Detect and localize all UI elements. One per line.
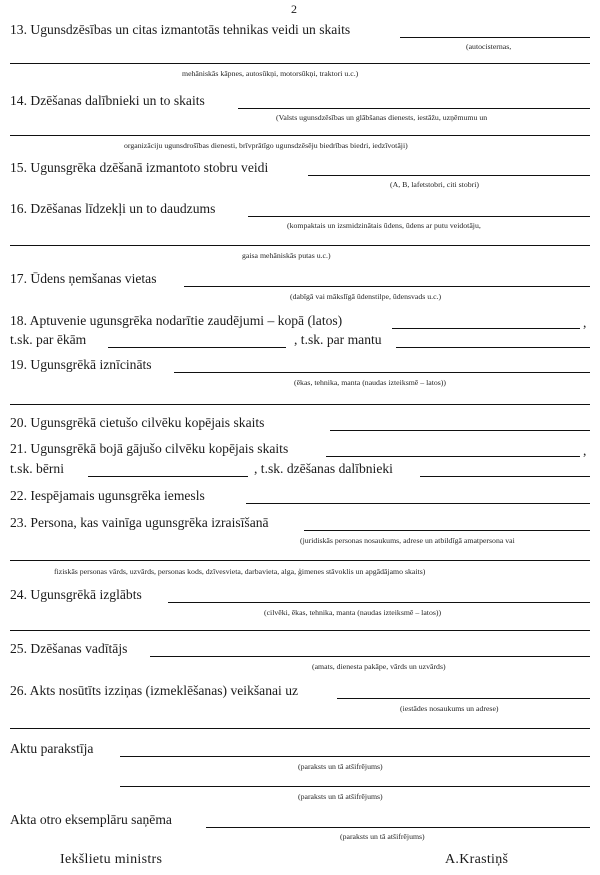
item-17-line [184, 286, 590, 287]
item-15-line [308, 175, 590, 176]
copy-signature-line [206, 827, 590, 828]
item-26-line [337, 698, 590, 699]
item-15-hint-a: (A, B, lafetstobri, citi stobri) [390, 180, 479, 189]
item-22-line [246, 503, 590, 504]
item-18-line [392, 328, 580, 329]
page-number: 2 [291, 2, 297, 16]
item-21-comma: , [583, 443, 587, 458]
item-18-line-property [396, 347, 590, 348]
item-23-label: 23. Persona, kas vainīga ugunsgrēka izraisīšanā [10, 515, 269, 530]
item-20-label: 20. Ugunsgrēkā cietušo cilvēku kopējais skaits [10, 415, 265, 430]
item-14-line-2 [10, 135, 590, 136]
item-14-line [238, 108, 590, 109]
item-14-hint-b: organizāciju ugunsdrošības dienesti, brīvprātīgo ugunsdzēsēju biedrības biedri, iedzīvotāji) [124, 141, 408, 150]
item-14-label: 14. Dzēšanas dalībnieki un to skaits [10, 93, 205, 108]
item-18-sub-b: , t.sk. par mantu [294, 332, 382, 347]
item-21-line-firefighters [420, 476, 590, 477]
item-24-hint-a: (cilvēki, ēkas, tehnika, manta (naudas izteiksmē – latos)) [264, 608, 442, 617]
item-23-hint-a: (juridiskās personas nosaukums, adrese un atbildīgā amatpersona vai [300, 536, 515, 545]
item-17-hint-a: (dabīgā vai mākslīgā ūdenstilpe, ūdensvads u.c.) [290, 292, 442, 301]
item-13-hint-a: (autocisternas, [466, 42, 512, 51]
item-21-sub-a: t.sk. bērni [10, 461, 64, 476]
item-19-hint-a: (ēkas, tehnika, manta (naudas izteiksmē – latos)) [294, 378, 446, 387]
item-26-label: 26. Akts nosūtīts izziņas (izmeklēšanas) veikšanai uz [10, 683, 299, 698]
item-13-line [400, 37, 590, 38]
item-13-label: 13. Ugunsdzēsības un citas izmantotās tehnikas veidi un skaits [10, 22, 351, 37]
item-26-hint-a: (iestādes nosaukums un adrese) [400, 704, 499, 713]
copy-signature-hint: (paraksts un tā atšifrējums) [340, 832, 425, 841]
minister-name: A.Krastiņš [445, 852, 509, 867]
item-15-label: 15. Ugunsgrēka dzēšanā izmantoto stobru veidi [10, 160, 269, 175]
item-21-label: 21. Ugunsgrēkā bojā gājušo cilvēku kopējais skaits [10, 441, 289, 456]
item-16-hint-b: gaisa mehāniskās putas u.c.) [242, 251, 331, 260]
item-18-comma: , [583, 315, 587, 330]
item-14-hint-a: (Valsts ugunsdzēsības un glābšanas dienests, iestāžu, uzņēmumu un [276, 113, 488, 122]
item-25-line [150, 656, 590, 657]
item-24-line-2 [10, 630, 590, 631]
signature-line-1 [120, 756, 590, 757]
item-22-label: 22. Iespējamais ugunsgrēka iemesls [10, 488, 205, 503]
copy-received-label: Akta otro eksemplāru saņēma [10, 812, 172, 827]
item-24-label: 24. Ugunsgrēkā izglābts [10, 587, 142, 602]
signed-label: Aktu parakstīja [10, 741, 94, 756]
item-18-sub-a: t.sk. par ēkām [10, 332, 87, 347]
item-23-line [304, 530, 590, 531]
item-18-label: 18. Aptuvenie ugunsgrēka nodarītie zaudējumi – kopā (latos) [10, 313, 343, 328]
item-23-line-2 [10, 560, 590, 561]
item-19-line-2 [10, 404, 590, 405]
item-17-label: 17. Ūdens ņemšanas vietas [10, 271, 157, 286]
signature-line-2 [120, 786, 590, 787]
item-13-line-2 [10, 63, 590, 64]
item-16-line [248, 216, 590, 217]
item-16-line-2 [10, 245, 590, 246]
signature-hint-1: (paraksts un tā atšifrējums) [298, 762, 383, 771]
item-26-line-2 [10, 728, 590, 729]
item-21-line [326, 456, 580, 457]
item-18-line-buildings [108, 347, 286, 348]
item-24-line [168, 602, 590, 603]
item-25-label: 25. Dzēšanas vadītājs [10, 641, 128, 656]
minister-title: Iekšlietu ministrs [60, 852, 163, 867]
item-16-hint-a: (kompaktais un izsmidzinātais ūdens, ūdens ar putu veidotāju, [287, 221, 481, 230]
item-16-label: 16. Dzēšanas līdzekļi un to daudzums [10, 201, 216, 216]
item-19-line [174, 372, 590, 373]
item-21-line-children [88, 476, 248, 477]
signature-hint-2: (paraksts un tā atšifrējums) [298, 792, 383, 801]
item-21-sub-b: , t.sk. dzēšanas dalībnieki [254, 461, 393, 476]
item-23-hint-b: fiziskās personas vārds, uzvārds, personas kods, dzīvesvieta, darbavieta, alga, ģimenes stāvoklis un apgādājamo skaits) [54, 567, 426, 576]
item-19-label: 19. Ugunsgrēkā iznīcināts [10, 357, 152, 372]
item-20-line [330, 430, 590, 431]
item-13-hint-b: mehāniskās kāpnes, autosūkņi, motorsūkņi, traktori u.c.) [182, 69, 359, 78]
item-25-hint-a: (amats, dienesta pakāpe, vārds un uzvārds) [312, 662, 446, 671]
